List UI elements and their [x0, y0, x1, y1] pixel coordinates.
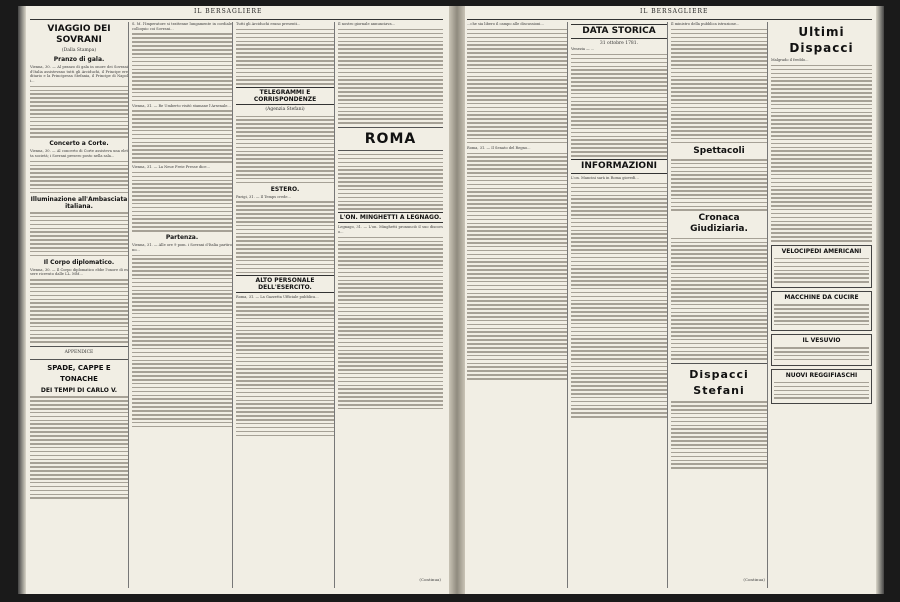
text-lines — [774, 347, 869, 360]
article-text: Malgrado il freddo... — [771, 58, 809, 62]
heading-telegrammi: TELEGRAMMI E CORRISPONDENZE — [236, 87, 334, 105]
text-lines — [30, 161, 128, 194]
right-col-1 — [467, 22, 568, 588]
advertisement-velocipedi — [771, 245, 872, 289]
text-lines — [571, 54, 667, 157]
right-col-3 — [671, 22, 768, 588]
text-lines — [236, 201, 334, 273]
text-lines — [467, 29, 567, 143]
divider — [30, 359, 128, 360]
article-text: ...che sia libero il campo alle discussioni... — [467, 22, 544, 26]
article-text: Tutti gli Arciduchi erano presenti... — [236, 22, 301, 26]
text-lines — [671, 401, 767, 469]
article-text: Il ministro della pubblica istruzione... — [671, 22, 740, 26]
text-lines — [774, 304, 869, 325]
head-rule-right — [467, 19, 872, 20]
heading-alto-personale: ALTO PERSONALE DELL'ESERCITO. — [236, 275, 334, 293]
heading-cronaca-giudiziaria: Cronaca Giudiziaria. — [690, 213, 748, 235]
heading-minghetti: L'ON. MINGHETTI A LEGNAGO. — [339, 214, 442, 222]
heading-viaggio: VIAGGIO DEI SOVRANI — [47, 24, 111, 45]
feuilleton-title: SPADE, CAPPE E TONACHE — [47, 363, 111, 383]
article-text: Parigi, 31. — Il Temps crede... — [236, 194, 291, 199]
appendix-label: APPENDICE — [64, 349, 94, 355]
continued-note: (Continua) — [743, 577, 765, 582]
divider — [30, 346, 128, 347]
heading-corpo-diplomatico: Il Corpo diplomatico. — [43, 258, 115, 266]
left-page — [24, 6, 449, 594]
article-text: Venezia — ... — [571, 47, 595, 51]
left-col-3 — [236, 22, 335, 588]
ad-title: MACCHINE DA CUCIRE — [784, 294, 859, 302]
text-lines — [30, 212, 128, 256]
article-text: Il nostro giornale annunciava... — [338, 22, 396, 26]
text-lines — [467, 153, 567, 380]
subheading: 31 ottobre 1781. — [599, 41, 639, 46]
divider — [338, 127, 443, 128]
article-text: Vienna, 31. — Alle ore 9 pom. i Sovrani d'Italia partirono... — [132, 243, 232, 252]
text-lines — [236, 116, 334, 184]
text-lines — [30, 396, 128, 499]
heading-ultimi-dispacci: Ultimi Dispacci — [789, 25, 854, 55]
article-text: Vienna, 30. — Al pranzo di gala in onore dei Sovrani d'Italia assistevano tutti gli Arciduchi, il Principe ereditario e la Principessa Stefania, il Principe di Napoli... — [30, 65, 128, 83]
left-col-4 — [338, 22, 443, 588]
subheading: (Agenzia Stefani) — [265, 107, 305, 113]
article-text: Vienna, 31. — Re Umberto visitò stamane l'Arsenale... — [132, 103, 231, 108]
article-text: Roma, 31. — La Gazzetta Ufficiale pubblica... — [236, 295, 319, 300]
left-col-2 — [132, 22, 233, 588]
text-lines — [571, 183, 667, 418]
newspaper-spread — [18, 6, 884, 594]
right-page — [465, 6, 878, 594]
article-text: S. M. l'Imperatore si trattenne lungamente in cordiale colloquio coi Sovrani... — [132, 22, 232, 31]
divider — [338, 150, 443, 151]
text-lines — [338, 29, 443, 124]
right-col-2 — [571, 22, 668, 588]
heading-partenza: Partenza. — [165, 234, 199, 242]
article-text: Vienna, 31. — La Neue Freie Presse dice... — [132, 164, 210, 169]
feuilleton-subtitle: DEI TEMPI DI CARLO V. — [40, 386, 118, 394]
text-lines — [30, 279, 128, 343]
text-lines — [774, 382, 869, 399]
text-lines — [30, 86, 128, 138]
article-text: L'on. Mancini sarà in Roma giovedì... — [571, 175, 639, 180]
head-rule-left — [30, 19, 443, 20]
article-text: Vienna, 30. — Al concerto di Corte assisteva una eletta società; i Sovrani presero posto nella sala... — [30, 149, 128, 158]
text-lines — [774, 258, 869, 283]
advertisement-macchine — [771, 291, 872, 331]
ad-title: IL VESUVIO — [802, 336, 841, 344]
running-head-left: IL BERSAGLIERE — [194, 8, 263, 15]
heading-data-storica: DATA STORICA — [571, 24, 667, 39]
article-text: Legnago, 31. — L'on. Minghetti pronunciò il suo discorso... — [338, 225, 443, 234]
text-lines — [338, 154, 443, 210]
text-lines — [671, 238, 767, 360]
heading-concerto: Concerto a Corte. — [49, 140, 109, 148]
text-lines — [132, 110, 232, 162]
text-lines — [236, 29, 334, 85]
right-col-4 — [771, 22, 872, 588]
subheading: (Dalla Stampa) — [61, 48, 97, 53]
article-text: Roma, 31. — Il Senato del Regno... — [467, 145, 531, 150]
heading-estero: ESTERO. — [270, 185, 300, 193]
ad-title: NUOVI REGGIFIASCHI — [785, 371, 858, 379]
text-lines — [132, 255, 232, 428]
ad-title: VELOCIPEDI AMERICANI — [781, 247, 862, 255]
gutter — [449, 6, 465, 594]
heading-dispacci-stefani: Dispacci Stefani — [689, 367, 749, 397]
text-lines — [771, 65, 872, 242]
text-lines — [236, 302, 334, 436]
heading-illuminazione: Illuminazione all'Ambasciata italiana. — [30, 195, 128, 210]
text-lines — [338, 237, 443, 410]
left-col-1 — [30, 22, 129, 588]
heading-pranzo: Pranzo di gala. — [53, 56, 105, 63]
heading-informazioni: INFORMAZIONI — [571, 159, 667, 174]
advertisement-reggifiaschi — [771, 369, 872, 405]
text-lines — [132, 33, 232, 101]
text-lines — [671, 29, 767, 143]
heading-roma: ROMA — [364, 130, 417, 147]
advertisement-vesuvio — [771, 334, 872, 366]
running-head-right: IL BERSAGLIERE — [640, 8, 709, 15]
text-lines — [132, 172, 232, 232]
continued-note: (Continua) — [419, 577, 441, 582]
text-lines — [671, 159, 767, 211]
divider — [671, 363, 767, 364]
heading-spettacoli: Spettacoli — [693, 145, 745, 156]
article-text: Vienna, 30. — Il Corpo diplomatico ebbe l'onore di essere ricevuto dalle LL. MM... — [30, 267, 128, 277]
